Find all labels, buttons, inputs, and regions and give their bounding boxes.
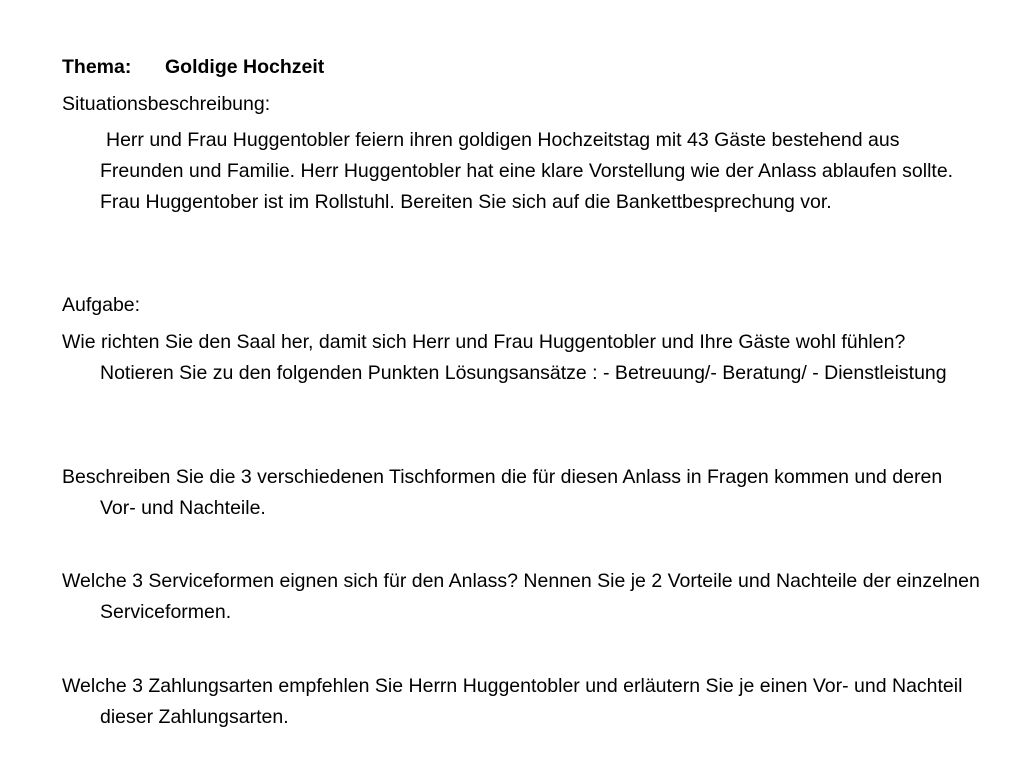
thema-line <box>62 52 324 83</box>
situation-text: Herr und Frau Huggentobler feiern ihren goldigen Hochzeitstag mit 43 Gäste bestehend aus Freunden und Familie. Herr Huggentobler hat eine klare Vorstellung wie der Anlass ablaufen sollte. Frau Huggentober ist im Rollstuhl. Bereiten Sie sich auf die Bankettbesprechung vor. <box>100 129 954 213</box>
question-item: Welche 3 Serviceformen eignen sich für den Anlass? Nennen Sie je 2 Vorteile und Nachteile der einzelnen Serviceformen. <box>62 570 980 623</box>
question-item: Beschreiben Sie die 3 verschiedenen Tischformen die für diesen Anlass in Fragen kommen und deren Vor- und Nachteile. <box>62 466 943 519</box>
question-item: Wie richten Sie den Saal her, damit sich Herr und Frau Huggentobler und Ihre Gäste wohl fühlen? Notieren Sie zu den folgenden Punkten Lösungsansätze : - Betreuung/- Beratung/ - Dienstleistung <box>62 331 947 384</box>
situation-heading: Situationsbeschreibung: <box>62 93 271 115</box>
thema-label: Thema: <box>62 56 132 78</box>
aufgabe-heading: Aufgabe: <box>62 294 141 316</box>
thema-value: Goldige Hochzeit <box>165 56 325 78</box>
question-item: Welche 3 Zahlungsarten empfehlen Sie Herrn Huggentobler und erläutern Sie je einen Vor- und Nachteil dieser Zahlungsarten. <box>62 675 963 728</box>
